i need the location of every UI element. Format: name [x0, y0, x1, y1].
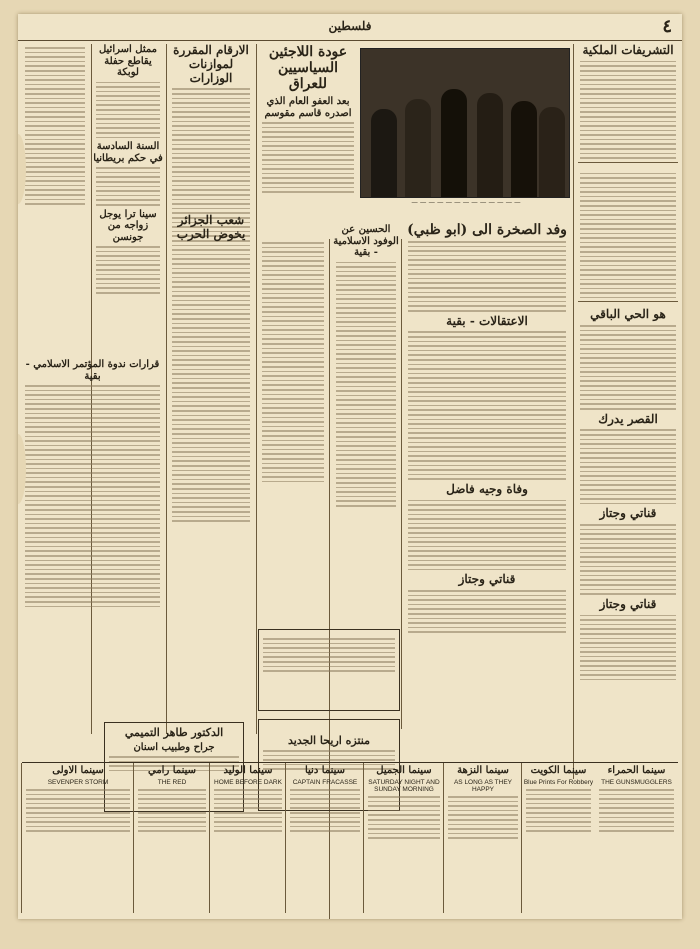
headline: قناتي وجتاز [599, 506, 657, 521]
algeria-story [168, 214, 254, 242]
cinema-listing [521, 763, 595, 913]
page-number: ٤ [662, 16, 672, 37]
paper-name: فلسطين [328, 19, 372, 33]
cinema-listing [363, 763, 444, 913]
article-text [580, 615, 676, 681]
column-rule [256, 44, 257, 734]
headline: الارقام المقررة لموازنات الوزارات [173, 43, 249, 85]
article-text [96, 246, 160, 294]
headline: الحسين عن الوفود الاسلامية - بقية [333, 224, 399, 258]
cinema-film: THE RED [157, 779, 187, 786]
headline: القصر يدرك [598, 411, 658, 426]
headline: عودة اللاجئين السياسيين للعراق [268, 44, 348, 93]
cinema-film: SATURDAY NIGHT AND SUNDAY MORNING [368, 779, 440, 793]
masthead [18, 14, 682, 41]
article-text [262, 242, 324, 482]
cinema-name: سينما النزهة [457, 765, 509, 776]
headline: قناتي وجتاز [458, 572, 516, 587]
article-text [580, 173, 676, 299]
article-text [96, 82, 160, 139]
cinema-name: سينما الكويت [530, 765, 587, 776]
article-text [262, 122, 354, 193]
cinema-name: سينما الوليد [223, 765, 273, 776]
cinema-listing [285, 763, 364, 913]
cinema-name: سينما الجميل [376, 765, 432, 776]
article-text [408, 500, 566, 571]
abu-dhabi-story [404, 222, 570, 636]
headline: شعب الجزائر يخوض الحرب [176, 213, 246, 241]
top-story [258, 44, 358, 196]
cinema-name: سينما دنيا [304, 765, 346, 776]
cinema-film: Blue Prints For Robbery [523, 779, 594, 786]
headline: التشريفات الملكية [582, 43, 674, 57]
doctor-specialty: جراح وطبيب اسنان [133, 742, 215, 753]
column-rule [401, 239, 402, 729]
column-rule [166, 44, 167, 734]
article-text [25, 47, 85, 205]
cinema-listing [209, 763, 286, 913]
ad-box [258, 629, 400, 711]
cinema-listing [443, 763, 522, 913]
cinema-film: CAPTAIN FRACASSE [292, 779, 358, 786]
column-7 [21, 44, 89, 208]
column-rule [573, 44, 574, 779]
ad-text [263, 638, 395, 672]
column-5 [168, 44, 254, 525]
islamic-conference-story [21, 359, 164, 610]
headline: هو الحي الباقي [590, 307, 666, 322]
headline: السنة السادسة في حكم بريطانيا [93, 141, 163, 164]
article-text [25, 385, 160, 607]
headline: قرارات ندوة المؤتمر الاسلامي - بقية [25, 359, 160, 382]
column-6 [92, 44, 164, 297]
headline: سينا ترا يوجل زواجه من جونسن [99, 208, 157, 243]
article-text [408, 590, 566, 633]
article-text [408, 241, 566, 312]
cinema-listings [22, 762, 678, 913]
article-text [580, 61, 676, 159]
cinema-listing [133, 763, 210, 913]
article-text [580, 429, 676, 504]
article-text [408, 331, 566, 480]
cinema-name: سينما الاولى [52, 765, 104, 776]
article-text [580, 524, 676, 595]
hotel-name: منتزه اريحا الجديد [287, 734, 371, 747]
article-text [580, 325, 676, 409]
headline: الاعتقالات - بقية [446, 313, 528, 328]
article-text [336, 262, 396, 507]
cinema-listing [21, 763, 134, 913]
article-text [172, 387, 250, 522]
doctor-name: الدكتور طاهر التميمي [124, 726, 224, 739]
cinema-film: THE GUNSMUGGLERS [601, 779, 672, 786]
newspaper-page [18, 14, 682, 919]
cinema-film: HOME BEFORE DARK [214, 779, 282, 786]
article-text [96, 167, 160, 205]
headline: قناتي وجتاز [599, 596, 657, 611]
headline: وفاة وجيه فاضل [446, 481, 528, 496]
cinema-listing [595, 763, 678, 913]
column-4 [258, 239, 328, 485]
column-1 [576, 44, 680, 683]
cinema-film: SEVENPER STORM [47, 779, 109, 786]
headline: ممثل اسرائيل يقاطع حفلة لوبكة [98, 44, 158, 78]
photo-caption: — — — — — — — — — — — — — [411, 198, 521, 206]
cinema-name: سينما رامي [147, 765, 197, 776]
article-text [172, 88, 250, 200]
headline: وفد الصخرة الى (ابو ظبي) [407, 222, 567, 238]
cinema-name: سينما الحمراء [607, 765, 666, 776]
news-photo [360, 48, 570, 198]
subheadline: بعد العفو العام الذي اصدره قاسم مقوسم [264, 96, 352, 119]
column-3 [332, 224, 400, 510]
cinema-film: AS LONG AS THEY HAPPY [453, 779, 513, 793]
